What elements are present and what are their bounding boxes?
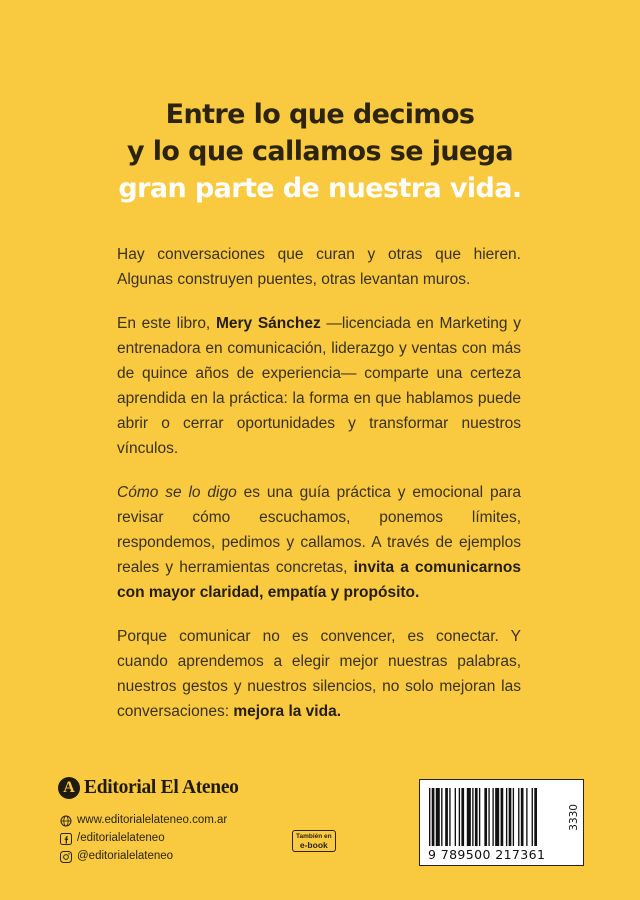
paragraph-4-emphasis: mejora la vida. — [233, 703, 342, 720]
facebook-text: /editorialelateneo — [77, 832, 165, 844]
publisher-name: Editorial El Ateneo — [84, 777, 239, 798]
facebook-link[interactable] — [60, 830, 227, 847]
ebook-badge-top: También en — [296, 833, 332, 840]
paragraph-1: Hay conversaciones que curan y otras que hieren. Algunas construyen puentes, otras levantan muros. — [117, 246, 521, 288]
ebook-badge-bottom: e-book — [299, 840, 328, 850]
headline-line-2: y lo que callamos se juega — [126, 136, 514, 167]
synopsis — [117, 242, 521, 743]
isbn-number: 9 789500 217361 — [428, 847, 546, 862]
author-name: Mery Sánchez — [215, 315, 321, 332]
paragraph-2 — [117, 311, 521, 461]
instagram-icon — [60, 851, 72, 863]
website-text: www.editorialelateneo.com.ar — [77, 814, 228, 826]
publisher-logo-mark: A — [58, 777, 80, 799]
website-link[interactable] — [60, 812, 227, 829]
barcode-bars — [429, 788, 567, 846]
isbn-side-code: 3330 — [568, 804, 580, 831]
paragraph-4 — [117, 624, 521, 724]
headline-line-1: Entre lo que decimos — [165, 99, 475, 130]
paragraph-4-text: Porque comunicar no es convencer, es conectar. Y cuando aprendemos a elegir mejor nuestras palabras, nuestros gestos y nuestros silencios, no solo mejoran las conversaciones: — [117, 628, 521, 720]
headline — [0, 96, 640, 207]
publisher-links — [60, 812, 227, 866]
facebook-icon — [60, 833, 72, 845]
publisher-logo — [58, 777, 239, 799]
isbn-barcode — [419, 779, 584, 866]
ebook-badge — [292, 830, 336, 852]
instagram-link[interactable] — [60, 848, 227, 865]
paragraph-2-rest: —licenciada en Marketing y entrenadora en comunicación, liderazgo y ventas con más de quince años de experiencia— comparte una certeza aprendida en la práctica: la forma en que hablamos puede abrir o cerrar oportunidades y transformar nuestros vínculos. — [117, 315, 521, 457]
paragraph-3 — [117, 480, 521, 605]
book-title: Cómo se lo digo — [117, 484, 237, 501]
paragraph-3-text: es una guía práctica y emocional para revisar cómo escuchamos, ponemos límites, respondemos, pedimos y callamos. A través de ejemplos reales y herramientas concretas, — [117, 484, 521, 576]
instagram-text: @editorialelateneo — [77, 850, 174, 862]
paragraph-3-emphasis: invita a comunicarnos con mayor claridad, empatía y propósito. — [117, 559, 521, 601]
paragraph-2-intro: En este libro, — [117, 315, 216, 332]
headline-line-3: gran parte de nuestra vida. — [118, 173, 522, 204]
globe-icon — [60, 815, 72, 827]
